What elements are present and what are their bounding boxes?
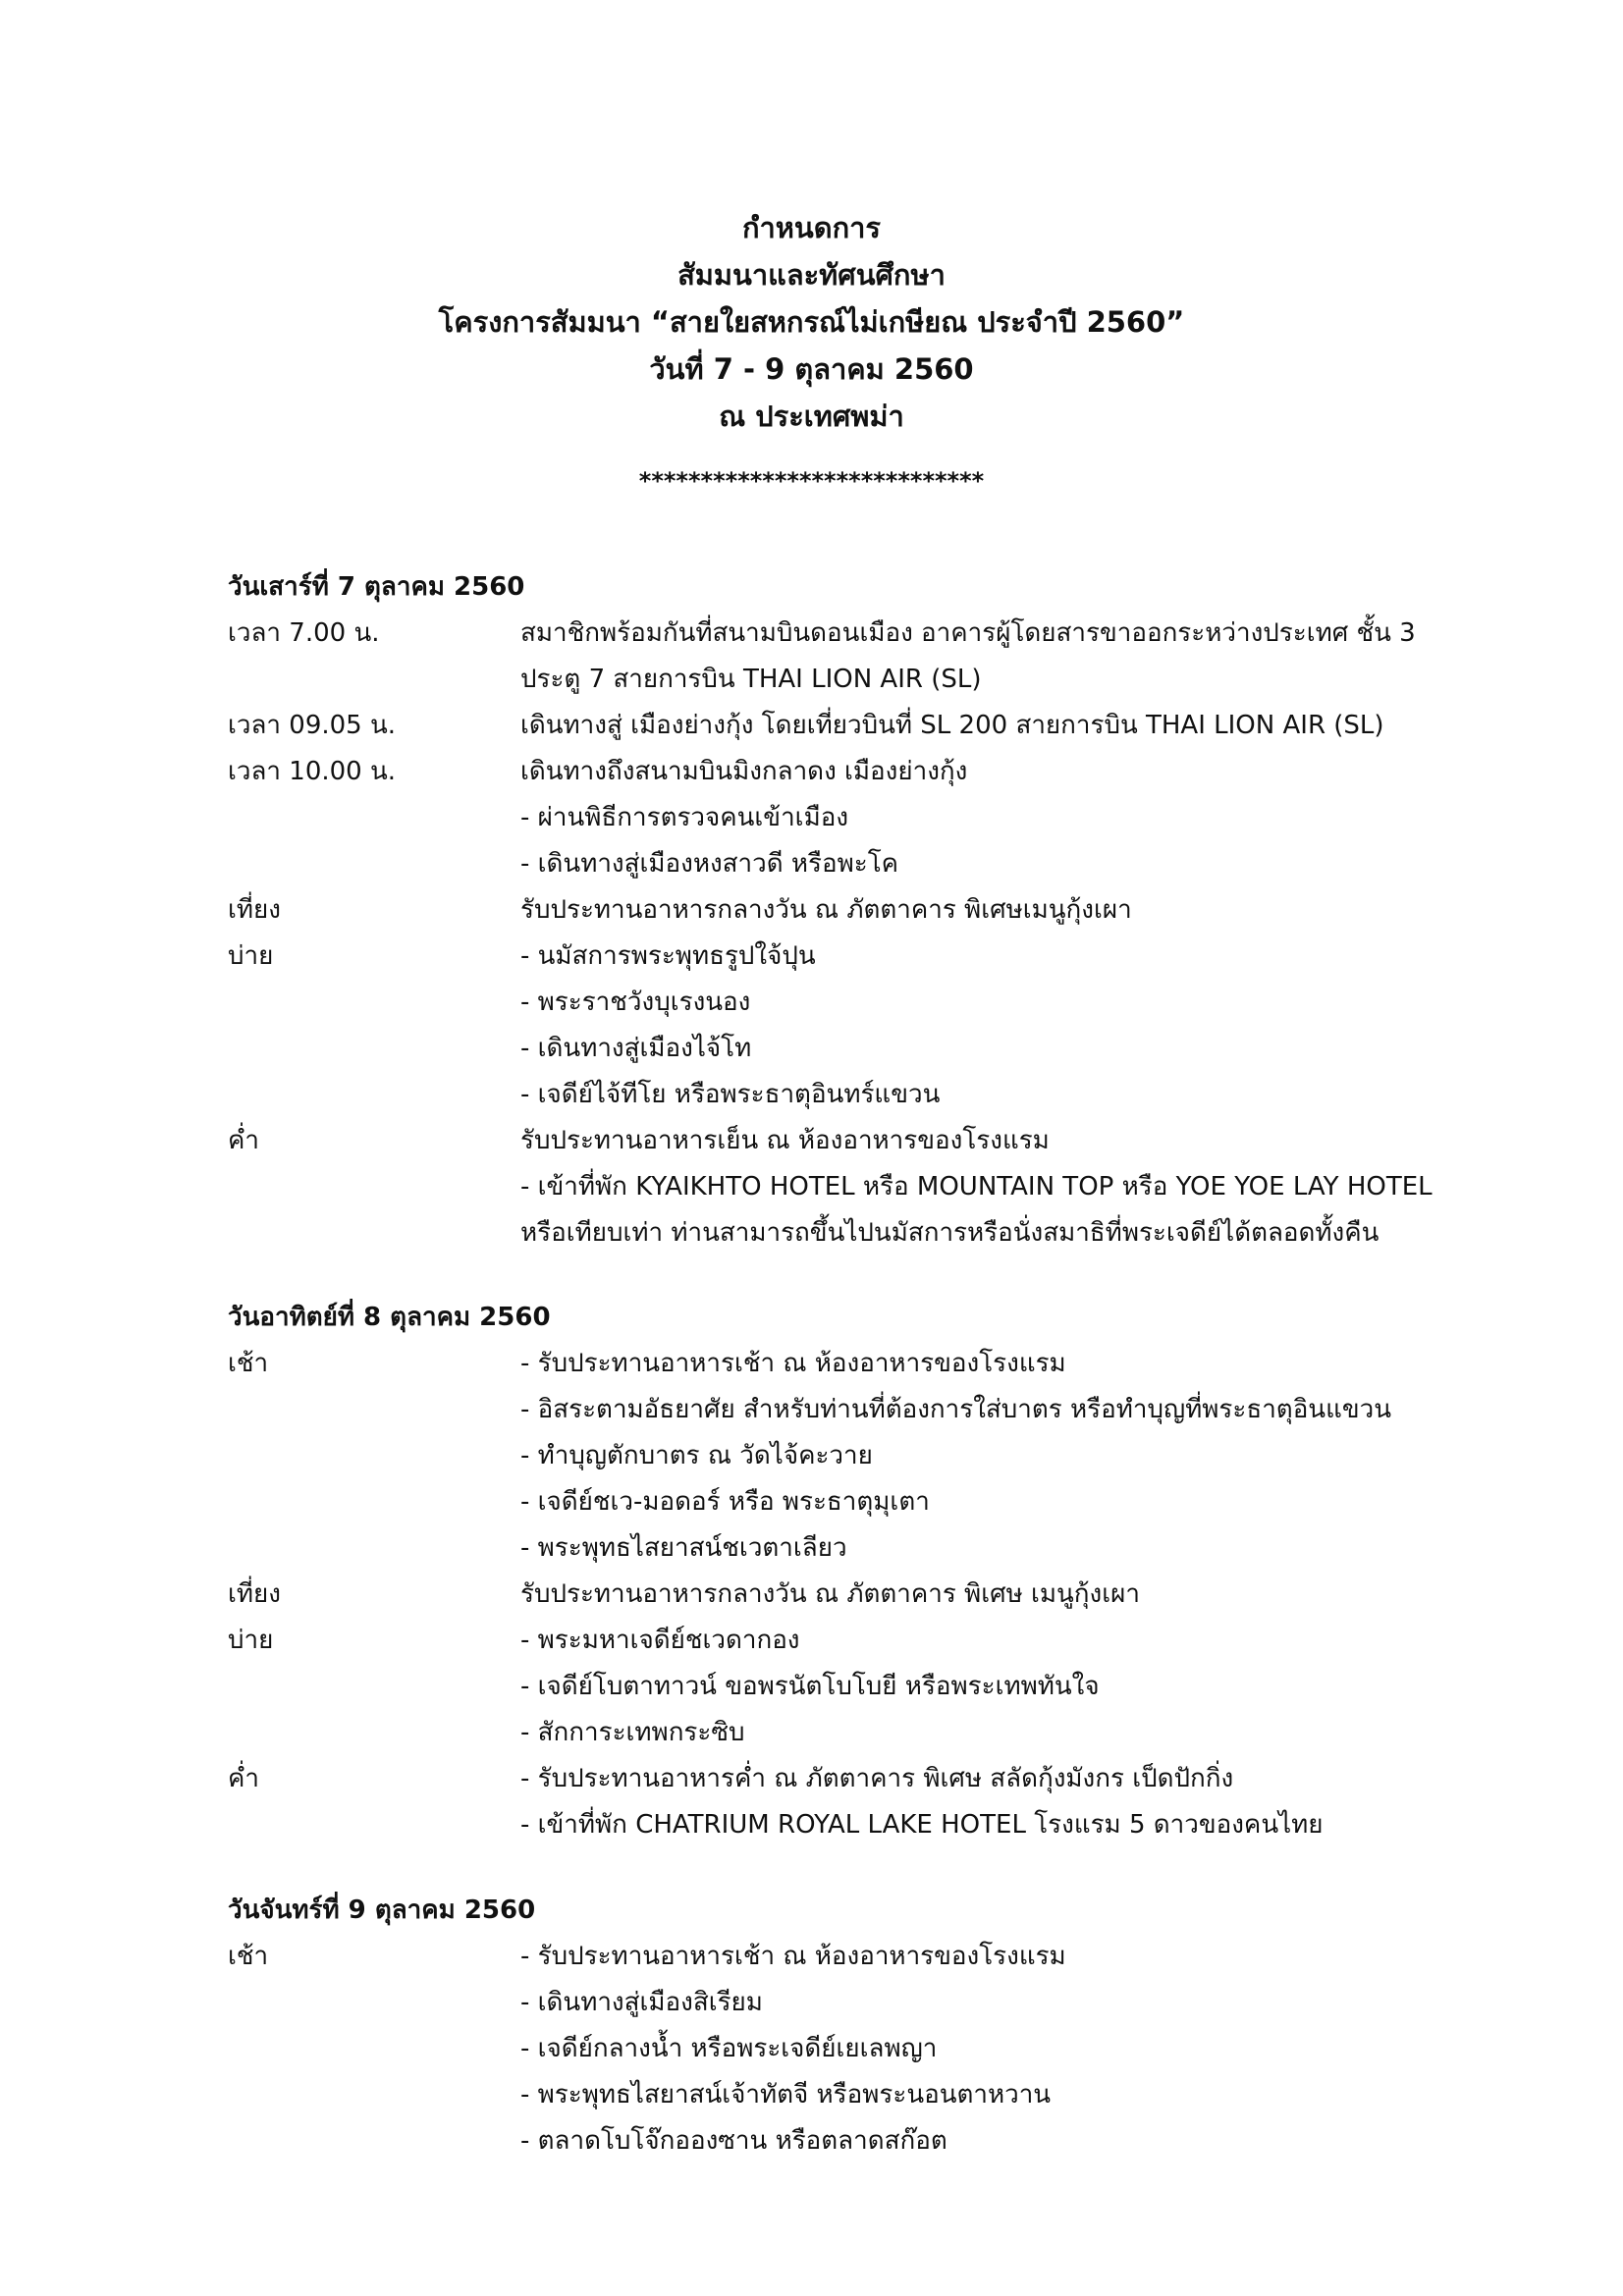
row-desc: สมาชิกพร้อมกันที่สนามบินดอนเมือง อาคารผู้โดยสารขาออกระหว่างประเทศ ชั้น 3: [520, 618, 1416, 648]
schedule-row: [228, 1980, 1504, 2026]
row-time: บ่าย: [228, 941, 274, 971]
schedule-row: [228, 1710, 1504, 1756]
schedule-row: [228, 1664, 1504, 1710]
row-desc: - พระราชวังบุเรงนอง: [520, 988, 751, 1017]
row-time: ค่ำ: [228, 1126, 259, 1155]
schedule-row: [228, 841, 1504, 887]
row-desc: - เข้าที่พัก KYAIKHTO HOTEL หรือ MOUNTAIN TOP หรือ YOE YOE LAY HOTEL: [520, 1172, 1433, 1201]
day-section-2: [228, 1294, 1504, 1848]
day-title: วันเสาร์ที่ 7 ตุลาคม 2560: [228, 572, 525, 602]
row-desc: หรือเทียบเท่า ท่านสามารถขึ้นไปนมัสการหรือนั่งสมาธิที่พระเจดีย์ได้ตลอดทั้งคืน: [520, 1218, 1380, 1248]
schedule-row: [228, 1433, 1504, 1479]
row-desc: - นมัสการพระพุทธรูปใจ้ปุน: [520, 941, 816, 971]
row-desc: เดินทางถึงสนามบินมิงกลาดง เมืองย่างกุ้ง: [520, 757, 968, 786]
header-separator: ****************************: [638, 467, 985, 495]
schedule-row: [228, 1341, 1504, 1387]
header-dates: วันที่ 7 - 9 ตุลาคม 2560: [649, 352, 974, 386]
schedule-row: [228, 1026, 1504, 1072]
row-desc: เดินทางสู่ เมืองย่างกุ้ง โดยเที่ยวบินที่ SL 200 สายการบิน THAI LION AIR (SL): [520, 711, 1384, 740]
schedule-row: [228, 2072, 1504, 2118]
schedule-row: [228, 980, 1504, 1026]
row-desc: - ตลาดโบโจ๊กอองซาน หรือตลาดสก๊อต: [520, 2126, 947, 2156]
day-section-3: [228, 1887, 1504, 2164]
schedule-row: [228, 1479, 1504, 1525]
schedule-row: [228, 2026, 1504, 2072]
row-time: บ่าย: [228, 1626, 274, 1655]
schedule-row: [228, 1802, 1504, 1848]
day-section-1: [228, 563, 1504, 1256]
schedule-row: [228, 1934, 1504, 1980]
schedule-row: [228, 1387, 1504, 1433]
row-time: เช้า: [228, 1349, 269, 1378]
row-desc: - รับประทานอาหารเช้า ณ ห้องอาหารของโรงแรม: [520, 1349, 1066, 1378]
header-project-name: โครงการสัมมนา “สายใยสหกรณ์ไม่เกษียณ ประจำปี 2560”: [438, 305, 1185, 339]
schedule-row: [228, 611, 1504, 657]
row-desc: รับประทานอาหารกลางวัน ณ ภัตตาคาร พิเศษ เมนูกุ้งเผา: [520, 1579, 1140, 1609]
schedule-row: [228, 1618, 1504, 1664]
row-desc: - ทำบุญตักบาตร ณ วัดไจ้คะวาย: [520, 1441, 873, 1470]
row-desc: - เข้าที่พัก CHATRIUM ROYAL LAKE HOTEL โรงแรม 5 ดาวของคนไทย: [520, 1810, 1324, 1840]
row-desc: - สักการะเทพกระซิบ: [520, 1718, 745, 1747]
schedule-row: [228, 703, 1504, 749]
row-time: เช้า: [228, 1942, 269, 1971]
row-desc: - รับประทานอาหารค่ำ ณ ภัตตาคาร พิเศษ สลัดกุ้งมังกร เป็ดปักกิ่ง: [520, 1764, 1234, 1793]
header-title: กำหนดการ: [741, 211, 882, 244]
row-desc: รับประทานอาหารเย็น ณ ห้องอาหารของโรงแรม: [520, 1126, 1050, 1155]
row-desc: - เจดีย์ชเว-มอดอร์ หรือ พระธาตุมุเตา: [520, 1487, 930, 1517]
row-time: เวลา 7.00 น.: [228, 618, 380, 648]
row-time: เวลา 09.05 น.: [228, 711, 397, 740]
schedule-row: [228, 795, 1504, 841]
row-desc: - พระพุทธไสยาสน์เจ้าทัตจี หรือพระนอนตาหวาน: [520, 2080, 1052, 2109]
row-desc: - เดินทางสู่เมืองสิเรียม: [520, 1988, 763, 2017]
row-desc: - รับประทานอาหารเช้า ณ ห้องอาหารของโรงแรม: [520, 1942, 1066, 1971]
day-title: วันอาทิตย์ที่ 8 ตุลาคม 2560: [228, 1303, 551, 1332]
schedule-row: [228, 887, 1504, 934]
schedule-row: [228, 1072, 1504, 1118]
row-desc: - เจดีย์โบตาทาวน์ ขอพรนัตโบโบยี หรือพระเทพทันใจ: [520, 1672, 1100, 1701]
row-desc: - เดินทางสู่เมืองไจ้โท: [520, 1034, 752, 1063]
row-desc: ประตู 7 สายการบิน THAI LION AIR (SL): [520, 665, 982, 694]
schedule-row: [228, 1756, 1504, 1802]
day-title: วันจันทร์ที่ 9 ตุลาคม 2560: [228, 1896, 536, 1925]
schedule-row: [228, 1164, 1504, 1210]
row-desc: - ผ่านพิธีการตรวจคนเข้าเมือง: [520, 803, 849, 832]
schedule-row: [228, 1210, 1504, 1256]
document-header: [0, 204, 1623, 505]
row-time: ค่ำ: [228, 1764, 259, 1793]
row-desc: - อิสระตามอัธยาศัย สำหรับท่านที่ต้องการใส่บาตร หรือทำบุญที่พระธาตุอินแขวน: [520, 1395, 1391, 1424]
schedule-row: [228, 1572, 1504, 1618]
row-desc: รับประทานอาหารกลางวัน ณ ภัตตาคาร พิเศษเมนูกุ้งเผา: [520, 895, 1132, 925]
schedule-row: [228, 1118, 1504, 1164]
header-subtitle: สัมมนาและทัศนศึกษา: [677, 258, 946, 292]
row-time: เที่ยง: [228, 1579, 281, 1609]
row-desc: - พระพุทธไสยาสน์ชเวตาเลียว: [520, 1533, 847, 1563]
schedule-row: [228, 934, 1504, 980]
schedule-row: [228, 2118, 1504, 2164]
header-location: ณ ประเทศพม่า: [719, 400, 904, 433]
row-desc: - เจดีย์กลางน้ำ หรือพระเจดีย์เยเลพญา: [520, 2034, 938, 2063]
schedule-row: [228, 1525, 1504, 1572]
schedule-row: [228, 749, 1504, 795]
row-time: เวลา 10.00 น.: [228, 757, 397, 786]
row-desc: - เดินทางสู่เมืองหงสาวดี หรือพะโค: [520, 849, 899, 879]
row-time: เที่ยง: [228, 895, 281, 925]
schedule-row: [228, 657, 1504, 703]
row-desc: - เจดีย์ไจ้ทีโย หรือพระธาตุอินทร์แขวน: [520, 1080, 941, 1109]
row-desc: - พระมหาเจดีย์ชเวดากอง: [520, 1626, 800, 1655]
